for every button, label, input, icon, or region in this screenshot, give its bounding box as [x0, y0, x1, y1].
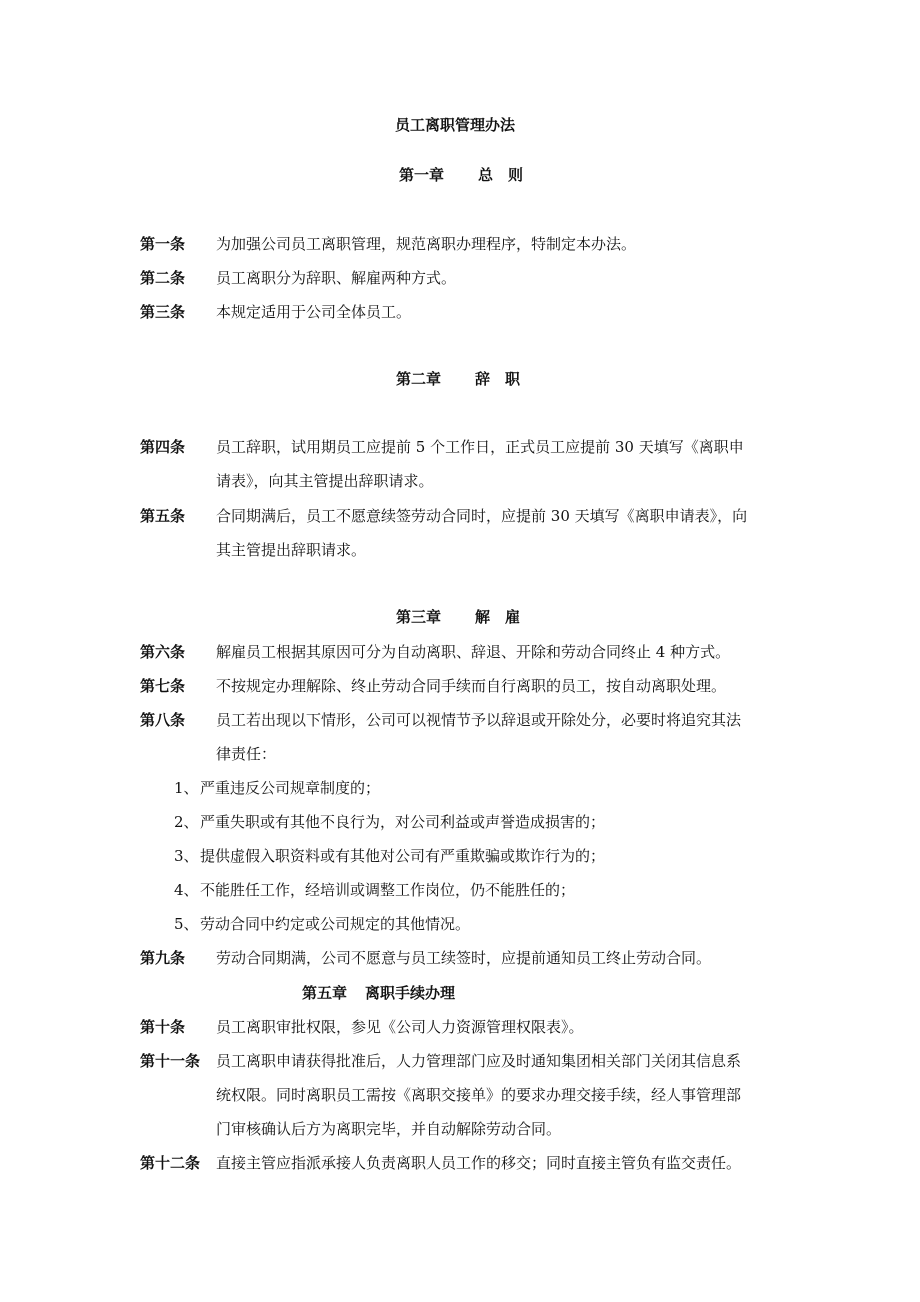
list-item-number: 1、: [174, 779, 199, 797]
list-item-number: 2、: [174, 813, 199, 831]
chapter-number: 第三章: [396, 608, 442, 626]
chapter-heading-2: [396, 369, 520, 389]
article-text-3: 本规定适用于公司全体员工。: [216, 303, 412, 321]
article-text-5-line2: 其主管提出辞职请求。: [216, 541, 367, 559]
article-label-3: 第三条: [140, 303, 186, 321]
article-label-8: 第八条: [140, 711, 186, 729]
chapter-number: 第二章: [396, 370, 442, 388]
chapter-heading-5: [302, 983, 455, 1003]
article-text-5-line1: 合同期满后，员工不愿意续签劳动合同时，应提前 30 天填写《离职申请表》，向: [216, 507, 748, 525]
document-title: 员工离职管理办法: [395, 116, 516, 134]
chapter-name: 离职手续办理: [365, 984, 456, 1002]
chapter-name: 总 则: [478, 166, 524, 184]
article-label-6: 第六条: [140, 643, 186, 661]
list-item-number: 4、: [174, 881, 199, 899]
list-item-text: 严重违反公司规章制度的；: [200, 779, 381, 797]
list-item-number: 3、: [174, 847, 199, 865]
list-item-text: 不能胜任工作，经培训或调整工作岗位，仍不能胜任的；: [200, 881, 576, 899]
article-label-7: 第七条: [140, 677, 186, 695]
article-text-12: 直接主管应指派承接人负责离职人员工作的移交；同时直接主管负有监交责任。: [216, 1154, 742, 1172]
article-text-9: 劳动合同期满，公司不愿意与员工续签时，应提前通知员工终止劳动合同。: [216, 949, 712, 967]
list-item-number: 5、: [174, 915, 199, 933]
article-label-10: 第十条: [140, 1018, 186, 1036]
article-label-9: 第九条: [140, 949, 186, 967]
chapter-name: 解 雇: [475, 608, 521, 626]
article-text-2: 员工离职分为辞职、解雇两种方式。: [216, 269, 457, 287]
article-label-11: 第十一条: [140, 1052, 201, 1070]
article-text-8-line2: 律责任：: [216, 745, 277, 763]
article-text-11-line2: 统权限。同时离职员工需按《离职交接单》的要求办理交接手续，经人事管理部: [216, 1086, 742, 1104]
list-item-text: 劳动合同中约定或公司规定的其他情况。: [200, 915, 471, 933]
chapter-number: 第五章: [302, 984, 348, 1002]
list-item-text: 严重失职或有其他不良行为，对公司利益或声誉造成损害的；: [200, 813, 606, 831]
article-text-1: 为加强公司员工离职管理，规范离职办理程序，特制定本办法。: [216, 235, 637, 253]
article-text-6: 解雇员工根据其原因可分为自动离职、辞退、开除和劳动合同终止 4 种方式。: [216, 643, 731, 661]
article-label-5: 第五条: [140, 507, 186, 525]
chapter-heading-1: [399, 165, 523, 185]
article-text-11-line1: 员工离职申请获得批准后，人力管理部门应及时通知集团相关部门关闭其信息系: [216, 1052, 742, 1070]
chapter-heading-3: [396, 607, 520, 627]
article-label-2: 第二条: [140, 269, 186, 287]
article-label-12: 第十二条: [140, 1154, 201, 1172]
article-text-10: 员工离职审批权限，参见《公司人力资源管理权限表》。: [216, 1018, 584, 1036]
list-item-text: 提供虚假入职资料或有其他对公司有严重欺骗或欺诈行为的；: [200, 847, 606, 865]
article-label-4: 第四条: [140, 438, 186, 456]
article-text-4-line2: 请表》，向其主管提出辞职请求。: [216, 472, 434, 490]
article-label-1: 第一条: [140, 235, 186, 253]
article-text-7: 不按规定办理解除、终止劳动合同手续而自行离职的员工，按自动离职处理。: [216, 677, 727, 695]
chapter-number: 第一章: [399, 166, 445, 184]
article-text-8-line1: 员工若出现以下情形，公司可以视情节予以辞退或开除处分，必要时将追究其法: [216, 711, 742, 729]
article-text-4-line1: 员工辞职，试用期员工应提前 5 个工作日，正式员工应提前 30 天填写《离职申: [216, 438, 744, 456]
chapter-name: 辞 职: [475, 370, 521, 388]
article-text-11-line3: 门审核确认后方为离职完毕，并自动解除劳动合同。: [216, 1120, 562, 1138]
